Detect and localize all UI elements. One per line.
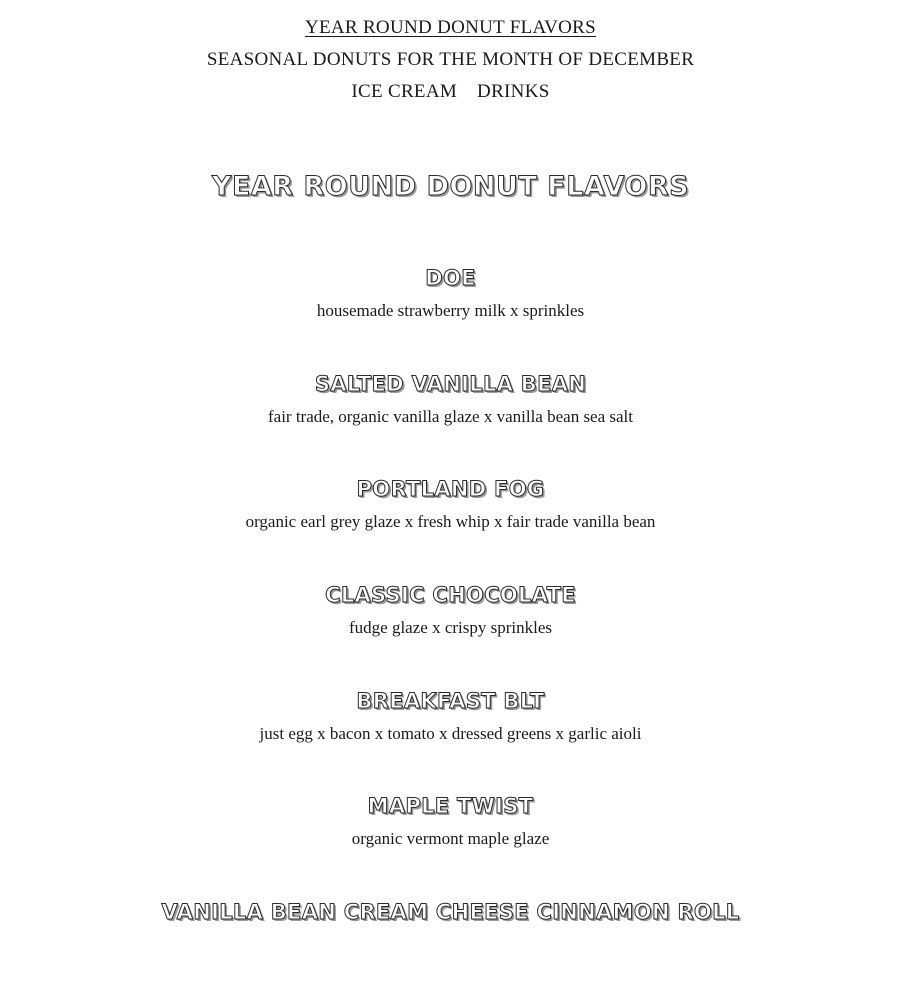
menu-item-description: fudge glaze x crispy sprinkles [349,618,552,637]
menu-item-description: just egg x bacon x tomato x dressed greens x garlic aioli [259,724,642,743]
menu-item-description: organic earl grey glaze x fresh whip x fair trade vanilla bean [245,512,656,531]
menu-item-name: CLASSIC CHOCOLATE [325,583,576,607]
menu-item-name: SALTED VANILLA BEAN [314,372,587,396]
menu-item [0,687,901,745]
nav-link-drinks[interactable]: DRINKS [477,81,550,102]
section-title: YEAR ROUND DONUT FLAVORS [211,171,690,202]
top-navigation [0,14,901,110]
menu-item-description: fair trade, organic vanilla glaze x vanilla bean sea salt [267,407,634,426]
menu-item-description: housemade strawberry milk x sprinkles [316,301,585,320]
menu-item [0,898,901,926]
nav-row-3 [0,78,901,110]
nav-link-year-round-donut-flavors[interactable]: YEAR ROUND DONUT FLAVORS [304,17,596,38]
menu-item [0,264,901,322]
nav-row-1 [0,14,901,46]
menu-item-name: MAPLE TWIST [367,794,534,818]
menu-item-name: DOE [425,266,476,290]
menu-item [0,370,901,428]
menu-item [0,475,901,533]
nav-link-ice-cream[interactable]: ICE CREAM [351,81,458,102]
menu-item [0,792,901,850]
menu-item-description: organic vermont maple glaze [351,829,550,848]
nav-row-2 [0,46,901,78]
menu-item-name: VANILLA BEAN CREAM CHEESE CINNAMON ROLL [161,900,740,924]
menu-item [0,581,901,639]
menu-item-name: BREAKFAST BLT [356,689,545,713]
menu-item-name: PORTLAND FOG [356,477,545,501]
nav-link-seasonal-donuts[interactable]: SEASONAL DONUTS FOR THE MONTH OF DECEMBER [206,49,695,70]
